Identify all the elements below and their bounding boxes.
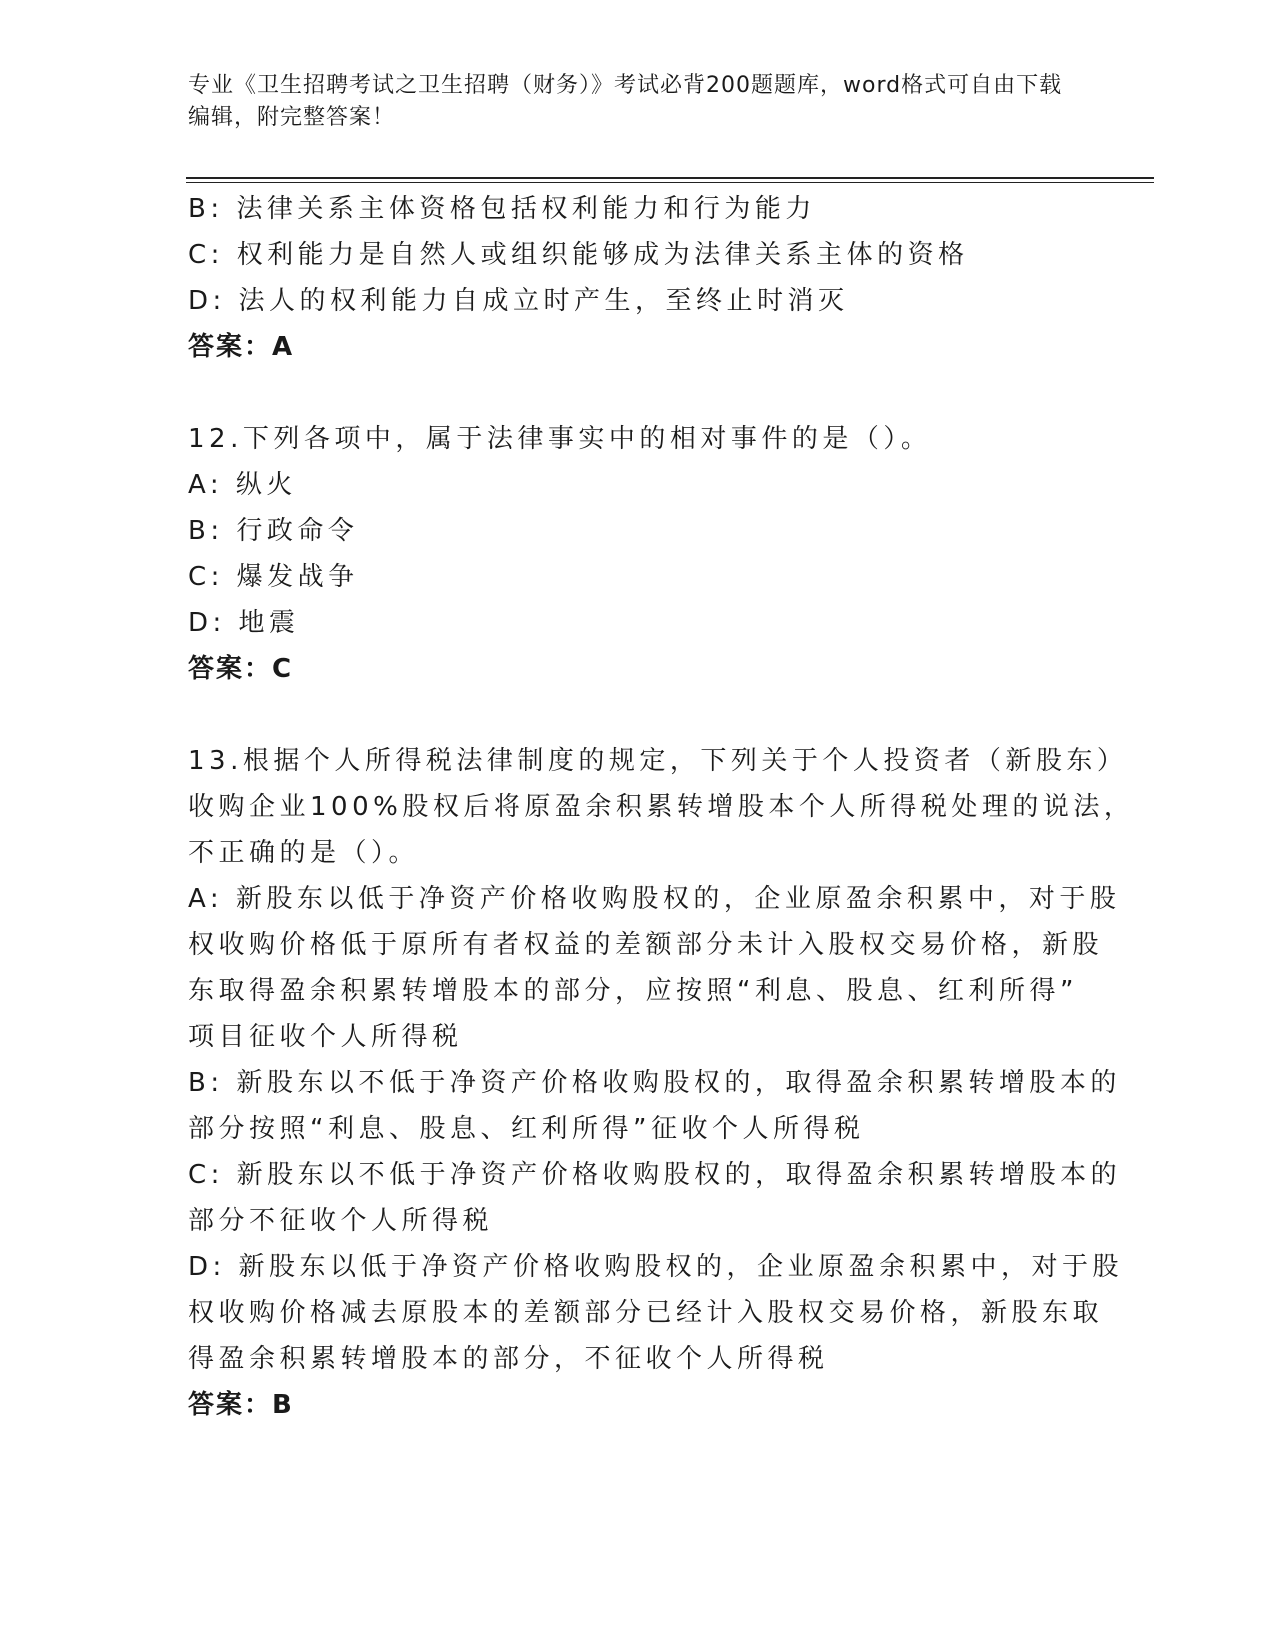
question-stem-line: 收购企业100%股权后将原盈余积累转增股本个人所得税处理的说法， [188,792,1135,822]
option-a: A: 纵火 [188,470,297,500]
prev-question [188,186,1088,370]
option-a-line: 项目征收个人所得税 [188,1022,463,1052]
option-b-line: B: 新股东以不低于净资产价格收购股权的，取得盈余积累转增股本的 [188,1068,1121,1098]
option-c-line: C: 新股东以不低于净资产价格收购股权的，取得盈余积累转增股本的 [188,1160,1122,1190]
question-12 [188,416,1088,692]
option-c: C: 爆发战争 [188,562,359,592]
option-b: B: 法律关系主体资格包括权利能力和行为能力 [188,194,816,224]
option-a-line: A: 新股东以低于净资产价格收购股权的，企业原盈余积累中，对于股 [188,884,1121,914]
spacer [188,692,1088,738]
question-13 [188,738,1135,1428]
answer-line: 答案：A [188,332,295,362]
option-a-line: 权收购价格低于原所有者权益的差额部分未计入股权交易价格，新股 [188,930,1104,960]
question-stem-line: 不正确的是（）。 [188,838,420,868]
option-d-line: 权收购价格减去原股本的差额部分已经计入股权交易价格，新股东取 [188,1298,1104,1328]
option-c: C: 权利能力是自然人或组织能够成为法律关系主体的资格 [188,240,969,270]
question-content [188,186,1135,1428]
header-divider-thin [186,182,1154,183]
option-d: D: 法人的权利能力自成立时产生，至终止时消灭 [188,286,849,316]
option-d-line: 得盈余积累转增股本的部分，不征收个人所得税 [188,1344,829,1374]
option-a-line: 东取得盈余积累转增股本的部分，应按照“利息、股息、红利所得” [188,976,1078,1006]
option-b-line: 部分按照“利息、股息、红利所得”征收个人所得税 [188,1114,865,1144]
header-divider-thick [186,177,1154,179]
answer-line: 答案：C [188,654,294,684]
option-d-line: D: 新股东以低于净资产价格收购股权的，企业原盈余积累中，对于股 [188,1252,1124,1282]
question-stem: 12.下列各项中，属于法律事实中的相对事件的是（）。 [188,424,932,454]
question-stem-line: 13.根据个人所得税法律制度的规定，下列关于个人投资者（新股东） [188,746,1128,776]
document-header: 专业《卫生招聘考试之卫生招聘（财务）》考试必背200题题库，word格式可自由下载编辑，附完整答案！ [188,73,1063,130]
answer-line: 答案：B [188,1390,294,1420]
spacer [188,370,1088,416]
option-d: D: 地震 [188,608,300,638]
option-c-line: 部分不征收个人所得税 [188,1206,494,1236]
option-b: B: 行政命令 [188,516,359,546]
